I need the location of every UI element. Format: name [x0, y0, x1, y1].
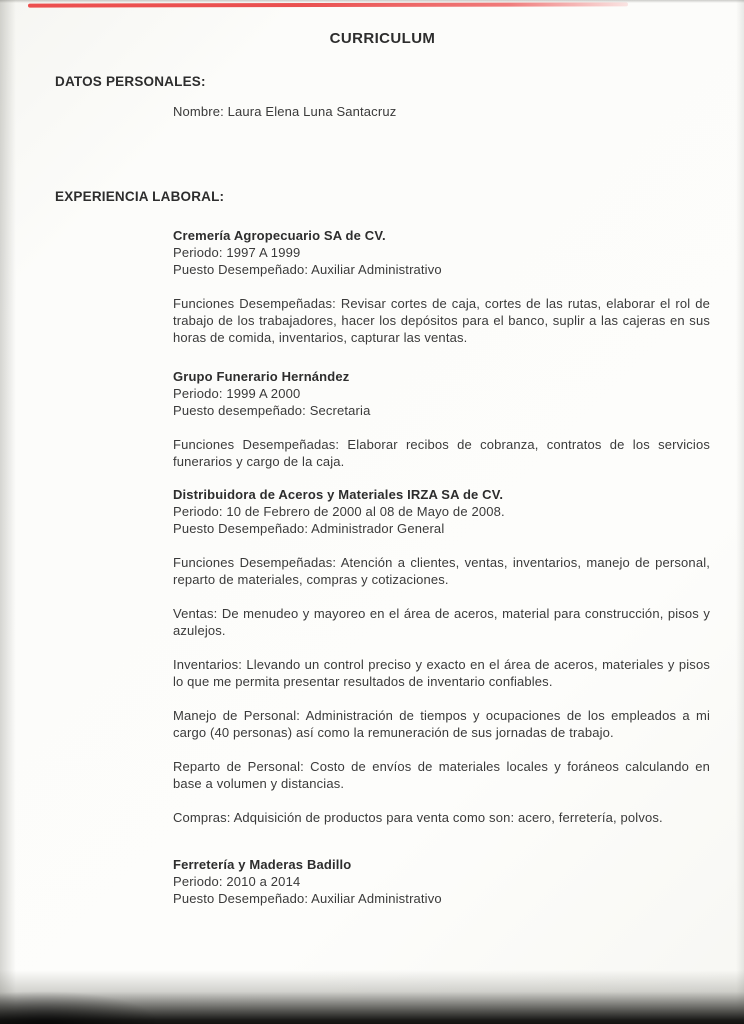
job-entry-ferreteria — [173, 856, 710, 907]
document-content — [55, 30, 710, 907]
job-paragraph: Funciones Desempeñadas: Revisar cortes de caja, cortes de las rutas, elaborar el rol de trabajo de los trabajadores, hacer los depósitos para el banco, suplir a las cajeras en sus horas de comida, inventarios, capturar las ventas. — [173, 296, 710, 345]
job-entry-cremeria — [173, 227, 710, 346]
job-entry-funerario — [173, 368, 710, 470]
job-paragraph: Ventas: De menudeo y mayoreo en el área de aceros, material para construcción, pisos y azulejos. — [173, 606, 710, 638]
period-line: Periodo: 2010 a 2014 — [173, 874, 301, 889]
period-line: Periodo: 1997 A 1999 — [173, 245, 301, 260]
job-entry-distribuidora — [173, 486, 710, 826]
scan-edge-bottom — [0, 970, 744, 1024]
position-line: Puesto Desempeñado: Administrador General — [173, 521, 445, 536]
experience-heading: EXPERIENCIA LABORAL: — [55, 189, 225, 204]
scan-artifact-red-line — [28, 2, 628, 7]
company-name: Grupo Funerario Hernández — [173, 369, 350, 384]
job-paragraph: Funciones Desempeñadas: Elaborar recibos de cobranza, contratos de los servicios funerarios y cargo de la caja. — [173, 437, 710, 469]
job-paragraph: Inventarios: Llevando un control preciso y exacto en el área de aceros, materiales y pisos lo que me permita presentar resultados de inventario confiables. — [173, 657, 710, 689]
job-paragraph: Manejo de Personal: Administración de tiempos y ocupaciones de los empleados a mi cargo (40 personas) así como la remuneración de sus jornadas de trabajo. — [173, 708, 710, 740]
company-name: Cremería Agropecuario SA de CV. — [173, 228, 386, 243]
job-paragraph: Reparto de Personal: Costo de envíos de materiales locales y foráneos calculando en base a volumen y distancias. — [173, 759, 710, 791]
company-name: Ferretería y Maderas Badillo — [173, 857, 352, 872]
company-name: Distribuidora de Aceros y Materiales IRZA SA de CV. — [173, 487, 504, 502]
job-paragraph: Compras: Adquisición de productos para venta como son: acero, ferretería, polvos. — [173, 810, 663, 825]
personal-data-heading: DATOS PERSONALES: — [55, 74, 206, 89]
job-paragraph: Funciones Desempeñadas: Atención a clientes, ventas, inventarios, manejo de personal, reparto de materiales, compras y cotizaciones. — [173, 555, 710, 587]
position-line: Puesto Desempeñado: Auxiliar Administrativo — [173, 262, 442, 277]
position-line: Puesto desempeñado: Secretaria — [173, 403, 371, 418]
scan-edge-left — [0, 0, 16, 1024]
position-line: Puesto Desempeñado: Auxiliar Administrativo — [173, 891, 442, 906]
period-line: Periodo: 1999 A 2000 — [173, 386, 301, 401]
name-line: Nombre: Laura Elena Luna Santacruz — [173, 104, 397, 119]
scan-edge-right — [736, 0, 744, 1024]
document-title: CURRICULUM — [329, 30, 436, 47]
period-line: Periodo: 10 de Febrero de 2000 al 08 de Mayo de 2008. — [173, 504, 505, 519]
